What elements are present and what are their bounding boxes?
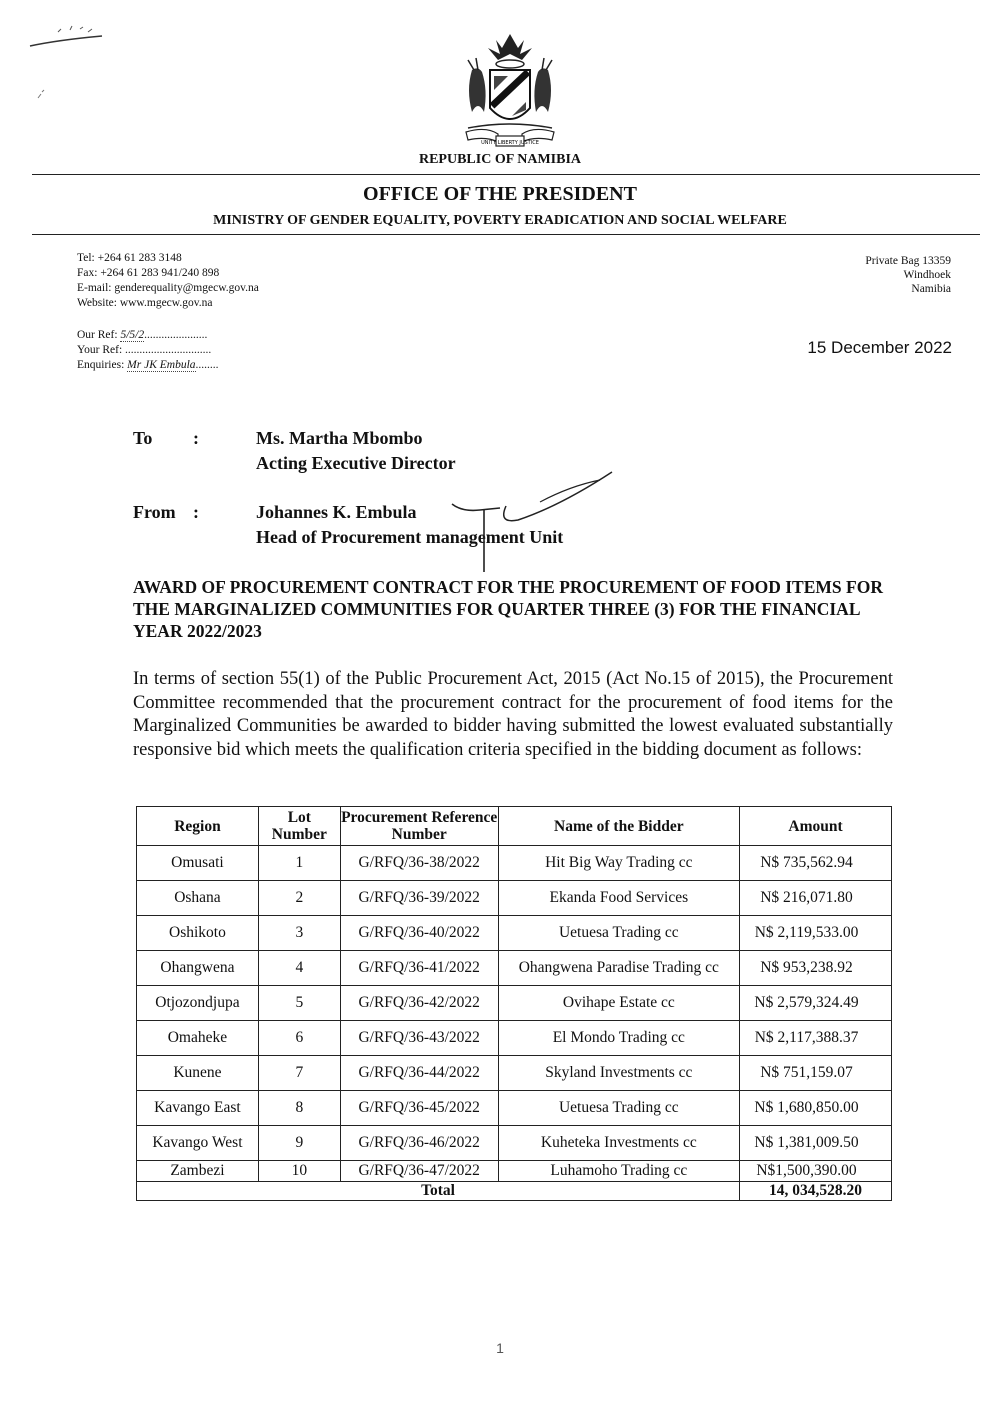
cell-ref: G/RFQ/36-47/2022 <box>340 1161 498 1182</box>
office-heading: OFFICE OF THE PRESIDENT <box>363 183 637 205</box>
page-number: 1 <box>496 1340 504 1356</box>
tel: Tel: +264 61 283 3148 <box>77 252 182 264</box>
handwritten-signature <box>440 466 620 576</box>
col-amount: Amount <box>740 807 892 846</box>
enquiries: Enquiries: Mr JK Embula........ <box>77 359 219 371</box>
cell-bidder: Uetuesa Trading cc <box>498 916 739 951</box>
subject-heading: AWARD OF PROCUREMENT CONTRACT FOR THE PROCUREMENT OF FOOD ITEMS FOR THE MARGINALIZED COMMUNITIES FOR QUARTER THREE (3) FOR THE FINANCIAL YEAR 2022/2023 <box>133 577 883 641</box>
col-reference: Procurement Reference Number <box>340 807 498 846</box>
cell-amount: N$ 1,381,009.50 <box>740 1126 892 1161</box>
table-row <box>137 1091 892 1126</box>
cell-ref: G/RFQ/36-43/2022 <box>340 1021 498 1056</box>
from-label: From <box>133 502 176 522</box>
col-bidder: Name of the Bidder <box>498 807 739 846</box>
cell-bidder: El Mondo Trading cc <box>498 1021 739 1056</box>
cell-region: Ohangwena <box>137 951 259 986</box>
body-paragraph: In terms of section 55(1) of the Public Procurement Act, 2015 (Act No.15 of 2015), the Procurement Committee recommended that the procurement contract for the procurement of food items for the Marginalized Communities be awarded to bidder having submitted the lowest evaluated substantially responsive bid which meets the qualification criteria specified in the bidding document as follows: <box>133 669 893 760</box>
cell-lot: 3 <box>258 916 340 951</box>
table-row <box>137 1056 892 1091</box>
table-row <box>137 1021 892 1056</box>
address-line: Namibia <box>911 283 951 295</box>
cell-bidder: Ekanda Food Services <box>498 881 739 916</box>
table-row <box>137 916 892 951</box>
cell-lot: 5 <box>258 986 340 1021</box>
to-title: Acting Executive Director <box>256 453 456 473</box>
from-name: Johannes K. Embula <box>256 502 417 522</box>
coat-of-arms-emblem <box>458 30 562 152</box>
total-value: 14, 034,528.20 <box>740 1182 892 1201</box>
cell-ref: G/RFQ/36-40/2022 <box>340 916 498 951</box>
cell-bidder: Uetuesa Trading cc <box>498 1091 739 1126</box>
to-label: To <box>133 428 153 448</box>
cell-region: Kunene <box>137 1056 259 1091</box>
cell-lot: 2 <box>258 881 340 916</box>
cell-bidder: Luhamoho Trading cc <box>498 1161 739 1182</box>
table-row <box>137 986 892 1021</box>
cell-ref: G/RFQ/36-39/2022 <box>340 881 498 916</box>
award-table <box>136 806 892 1201</box>
from-colon: : <box>193 502 199 522</box>
cell-amount: N$ 2,119,533.00 <box>740 916 892 951</box>
table-row <box>137 846 892 881</box>
address-line: Windhoek <box>903 269 951 281</box>
emblem-motto: UNITY LIBERTY JUSTICE <box>481 140 539 146</box>
header-rule-top <box>32 174 980 175</box>
our-ref: Our Ref: 5/5/2...................... <box>77 329 208 341</box>
address-block <box>865 254 951 296</box>
table-total-row <box>137 1182 892 1201</box>
cell-lot: 8 <box>258 1091 340 1126</box>
website: Website: www.mgecw.gov.na <box>77 297 213 309</box>
cell-region: Omaheke <box>137 1021 259 1056</box>
cell-bidder: Hit Big Way Trading cc <box>498 846 739 881</box>
cell-region: Oshana <box>137 881 259 916</box>
your-ref: Your Ref: .............................. <box>77 344 212 356</box>
cell-lot: 4 <box>258 951 340 986</box>
cell-region: Kavango East <box>137 1091 259 1126</box>
fax: Fax: +264 61 283 941/240 898 <box>77 267 220 279</box>
cell-ref: G/RFQ/36-46/2022 <box>340 1126 498 1161</box>
cell-lot: 6 <box>258 1021 340 1056</box>
letter-date: 15 December 2022 <box>807 338 952 357</box>
cell-amount: N$ 2,117,388.37 <box>740 1021 892 1056</box>
cell-bidder: Ovihape Estate cc <box>498 986 739 1021</box>
ministry-heading: MINISTRY OF GENDER EQUALITY, POVERTY ERADICATION AND SOCIAL WELFARE <box>213 213 787 228</box>
contact-block <box>77 251 259 311</box>
to-recipient <box>256 426 456 476</box>
cell-lot: 9 <box>258 1126 340 1161</box>
cell-amount: N$ 2,579,324.49 <box>740 986 892 1021</box>
cell-ref: G/RFQ/36-42/2022 <box>340 986 498 1021</box>
email: E-mail: genderequality@mgecw.gov.na <box>77 282 259 294</box>
cell-region: Zambezi <box>137 1161 259 1182</box>
cell-ref: G/RFQ/36-41/2022 <box>340 951 498 986</box>
col-lot: Lot Number <box>258 807 340 846</box>
cell-amount: N$ 735,562.94 <box>740 846 892 881</box>
cell-bidder: Kuheteka Investments cc <box>498 1126 739 1161</box>
col-region: Region <box>137 807 259 846</box>
cell-bidder: Ohangwena Paradise Trading cc <box>498 951 739 986</box>
cell-ref: G/RFQ/36-44/2022 <box>340 1056 498 1091</box>
cell-amount: N$ 751,159.07 <box>740 1056 892 1091</box>
cell-amount: N$1,500,390.00 <box>740 1161 892 1182</box>
cell-region: Oshikoto <box>137 916 259 951</box>
cell-amount: N$ 953,238.92 <box>740 951 892 986</box>
cell-ref: G/RFQ/36-38/2022 <box>340 846 498 881</box>
cell-lot: 7 <box>258 1056 340 1091</box>
handwritten-mark <box>18 18 118 118</box>
reference-block <box>77 328 219 373</box>
table-row <box>137 1126 892 1161</box>
header-rule-bottom <box>32 234 980 235</box>
table-header-row <box>137 807 892 846</box>
to-name: Ms. Martha Mbombo <box>256 428 423 448</box>
cell-region: Omusati <box>137 846 259 881</box>
table-row <box>137 881 892 916</box>
cell-region: Otjozondjupa <box>137 986 259 1021</box>
cell-lot: 10 <box>258 1161 340 1182</box>
total-label: Total <box>137 1182 740 1201</box>
to-colon: : <box>193 428 199 448</box>
from-title: Head of Procurement management Unit <box>256 527 564 547</box>
cell-amount: N$ 216,071.80 <box>740 881 892 916</box>
cell-region: Kavango West <box>137 1126 259 1161</box>
republic-heading: REPUBLIC OF NAMIBIA <box>418 152 582 167</box>
cell-bidder: Skyland Investments cc <box>498 1056 739 1091</box>
cell-lot: 1 <box>258 846 340 881</box>
cell-amount: N$ 1,680,850.00 <box>740 1091 892 1126</box>
address-line: Private Bag 13359 <box>865 255 951 267</box>
table-row <box>137 1161 892 1182</box>
table-row <box>137 951 892 986</box>
cell-ref: G/RFQ/36-45/2022 <box>340 1091 498 1126</box>
